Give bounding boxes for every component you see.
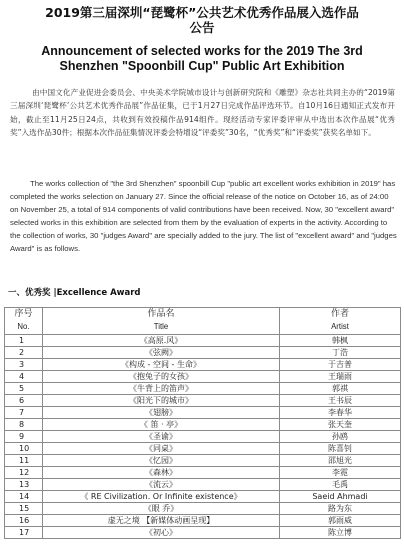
work-title: 《眼 乔》 bbox=[43, 503, 280, 515]
artist-name: 郭雨威 bbox=[280, 515, 401, 527]
title-english bbox=[0, 44, 404, 74]
row-number: 11 bbox=[5, 455, 43, 467]
table-row bbox=[5, 347, 401, 359]
table-row bbox=[5, 383, 401, 395]
table-row bbox=[5, 467, 401, 479]
row-number: 17 bbox=[5, 527, 43, 539]
paragraph-english: The works collection of "the 3rd Shenzhen" spoonbill Cup "public art excellent works exhibition in 2019" has completed the works selection on January 27. Since the official release of the notice on October 16, as of 24:00 on November 25, a total of 914 components of valid contributions have been received. Now, 30 "excellent award" selected works in this exhibition are selected from them by the evaluation of experts in the activity. According to the collection of works, 30 "judges Award" are specially added to the jury. The list of "excellent award" and "judges Award" is as follows. bbox=[10, 179, 397, 253]
table-row bbox=[5, 371, 401, 383]
table-row bbox=[5, 503, 401, 515]
artist-name: 张天奎 bbox=[280, 419, 401, 431]
table-header-row bbox=[5, 308, 401, 335]
header-artist-en: Artist bbox=[331, 322, 349, 331]
row-number: 4 bbox=[5, 371, 43, 383]
artist-name: 邵旭光 bbox=[280, 455, 401, 467]
work-title: 《同桌》 bbox=[43, 443, 280, 455]
table-row bbox=[5, 407, 401, 419]
work-title: 《构成 - 空间 - 生命》 bbox=[43, 359, 280, 371]
row-number: 9 bbox=[5, 431, 43, 443]
artist-name: 李霓 bbox=[280, 467, 401, 479]
artist-name: 陈立博 bbox=[280, 527, 401, 539]
work-title: 《阳光下的城市》 bbox=[43, 395, 280, 407]
header-number-en: No. bbox=[17, 322, 30, 331]
table-row bbox=[5, 515, 401, 527]
artist-name: 于吉普 bbox=[280, 359, 401, 371]
work-title: 《 RE Civilization. Or Infinite existence》 bbox=[43, 491, 280, 503]
paragraph-chinese: 由中国文化产业促进会委员会、中央美术学院城市设计与创新研究院和《雕塑》杂志社共同主办的“2019第三届深圳‘琵鹭杯’公共艺术优秀作品展”作品征集，已于1月27日完成作品评选环节。自10月16日通知正式发布开始，截止至11月25日24点，共收到有效投稿作品914组件。现经活动专家评委评审从中选出本次作品展“优秀奖”入选作品30件；根据本次作品征集情况评委会特增设“评委奖”30名，“优秀奖”和“评委奖”获奖名单如下。 bbox=[10, 88, 395, 138]
work-title: 《初心》 bbox=[43, 527, 280, 539]
title-english-line-1: Announcement of selected works for the 2019 The 3rd bbox=[41, 44, 363, 58]
work-title: 《翅膀》 bbox=[43, 407, 280, 419]
artist-name: 孙鸥 bbox=[280, 431, 401, 443]
table-row bbox=[5, 359, 401, 371]
awards-table-container bbox=[4, 307, 400, 539]
row-number: 15 bbox=[5, 503, 43, 515]
title-english-line-2: Shenzhen "Spoonbill Cup" Public Art Exhibition bbox=[59, 59, 345, 73]
title-chinese-line-1: 2019第三届深圳“琵鹭杯”公共艺术优秀作品展入选作品 bbox=[45, 5, 359, 20]
table-row bbox=[5, 431, 401, 443]
artist-name: Saeid Ahmadi bbox=[280, 491, 401, 503]
row-number: 3 bbox=[5, 359, 43, 371]
table-row bbox=[5, 395, 401, 407]
artist-name: 王瑞雨 bbox=[280, 371, 401, 383]
work-title: 《 笛 · 亭》 bbox=[43, 419, 280, 431]
row-number: 7 bbox=[5, 407, 43, 419]
table-row bbox=[5, 491, 401, 503]
work-title: 《忆园》 bbox=[43, 455, 280, 467]
work-title: 《高原.风》 bbox=[43, 335, 280, 347]
header-artist-cn: 作者 bbox=[330, 309, 349, 319]
table-row bbox=[5, 455, 401, 467]
row-number: 6 bbox=[5, 395, 43, 407]
header-title bbox=[43, 308, 280, 335]
work-title: 《牛背上的笛声》 bbox=[43, 383, 280, 395]
row-number: 14 bbox=[5, 491, 43, 503]
header-title-en: Title bbox=[153, 322, 169, 331]
work-title: 《森林》 bbox=[43, 467, 280, 479]
row-number: 8 bbox=[5, 419, 43, 431]
artist-name: 郭祺 bbox=[280, 383, 401, 395]
row-number: 12 bbox=[5, 467, 43, 479]
table-row bbox=[5, 419, 401, 431]
title-chinese bbox=[0, 5, 404, 35]
header-number-cn: 序号 bbox=[14, 309, 33, 319]
row-number: 5 bbox=[5, 383, 43, 395]
awards-table-body bbox=[5, 308, 401, 539]
artist-name: 韩枫 bbox=[280, 335, 401, 347]
work-title: 《流云》 bbox=[43, 479, 280, 491]
work-title: 《抱兔子的女孩》 bbox=[43, 371, 280, 383]
row-number: 1 bbox=[5, 335, 43, 347]
artist-name: 毛禹 bbox=[280, 479, 401, 491]
section-heading-excellence-award: 一、优秀奖 |Excellence Award bbox=[8, 288, 141, 298]
work-title: 《圣谕》 bbox=[43, 431, 280, 443]
artist-name: 路为东 bbox=[280, 503, 401, 515]
awards-table bbox=[4, 307, 401, 539]
table-row bbox=[5, 479, 401, 491]
header-artist bbox=[280, 308, 401, 335]
table-row bbox=[5, 527, 401, 539]
artist-name: 丁浩 bbox=[280, 347, 401, 359]
work-title: 《弦阙》 bbox=[43, 347, 280, 359]
table-row bbox=[5, 443, 401, 455]
title-chinese-line-2: 公告 bbox=[189, 20, 215, 35]
row-number: 13 bbox=[5, 479, 43, 491]
artist-name: 陈喜钊 bbox=[280, 443, 401, 455]
artist-name: 李春华 bbox=[280, 407, 401, 419]
row-number: 16 bbox=[5, 515, 43, 527]
artist-name: 王书辰 bbox=[280, 395, 401, 407]
row-number: 10 bbox=[5, 443, 43, 455]
work-title: 虚无之境 【新媒体动画呈现】 bbox=[43, 515, 280, 527]
header-title-cn: 作品名 bbox=[147, 309, 175, 319]
table-row bbox=[5, 335, 401, 347]
header-number bbox=[5, 308, 43, 335]
row-number: 2 bbox=[5, 347, 43, 359]
